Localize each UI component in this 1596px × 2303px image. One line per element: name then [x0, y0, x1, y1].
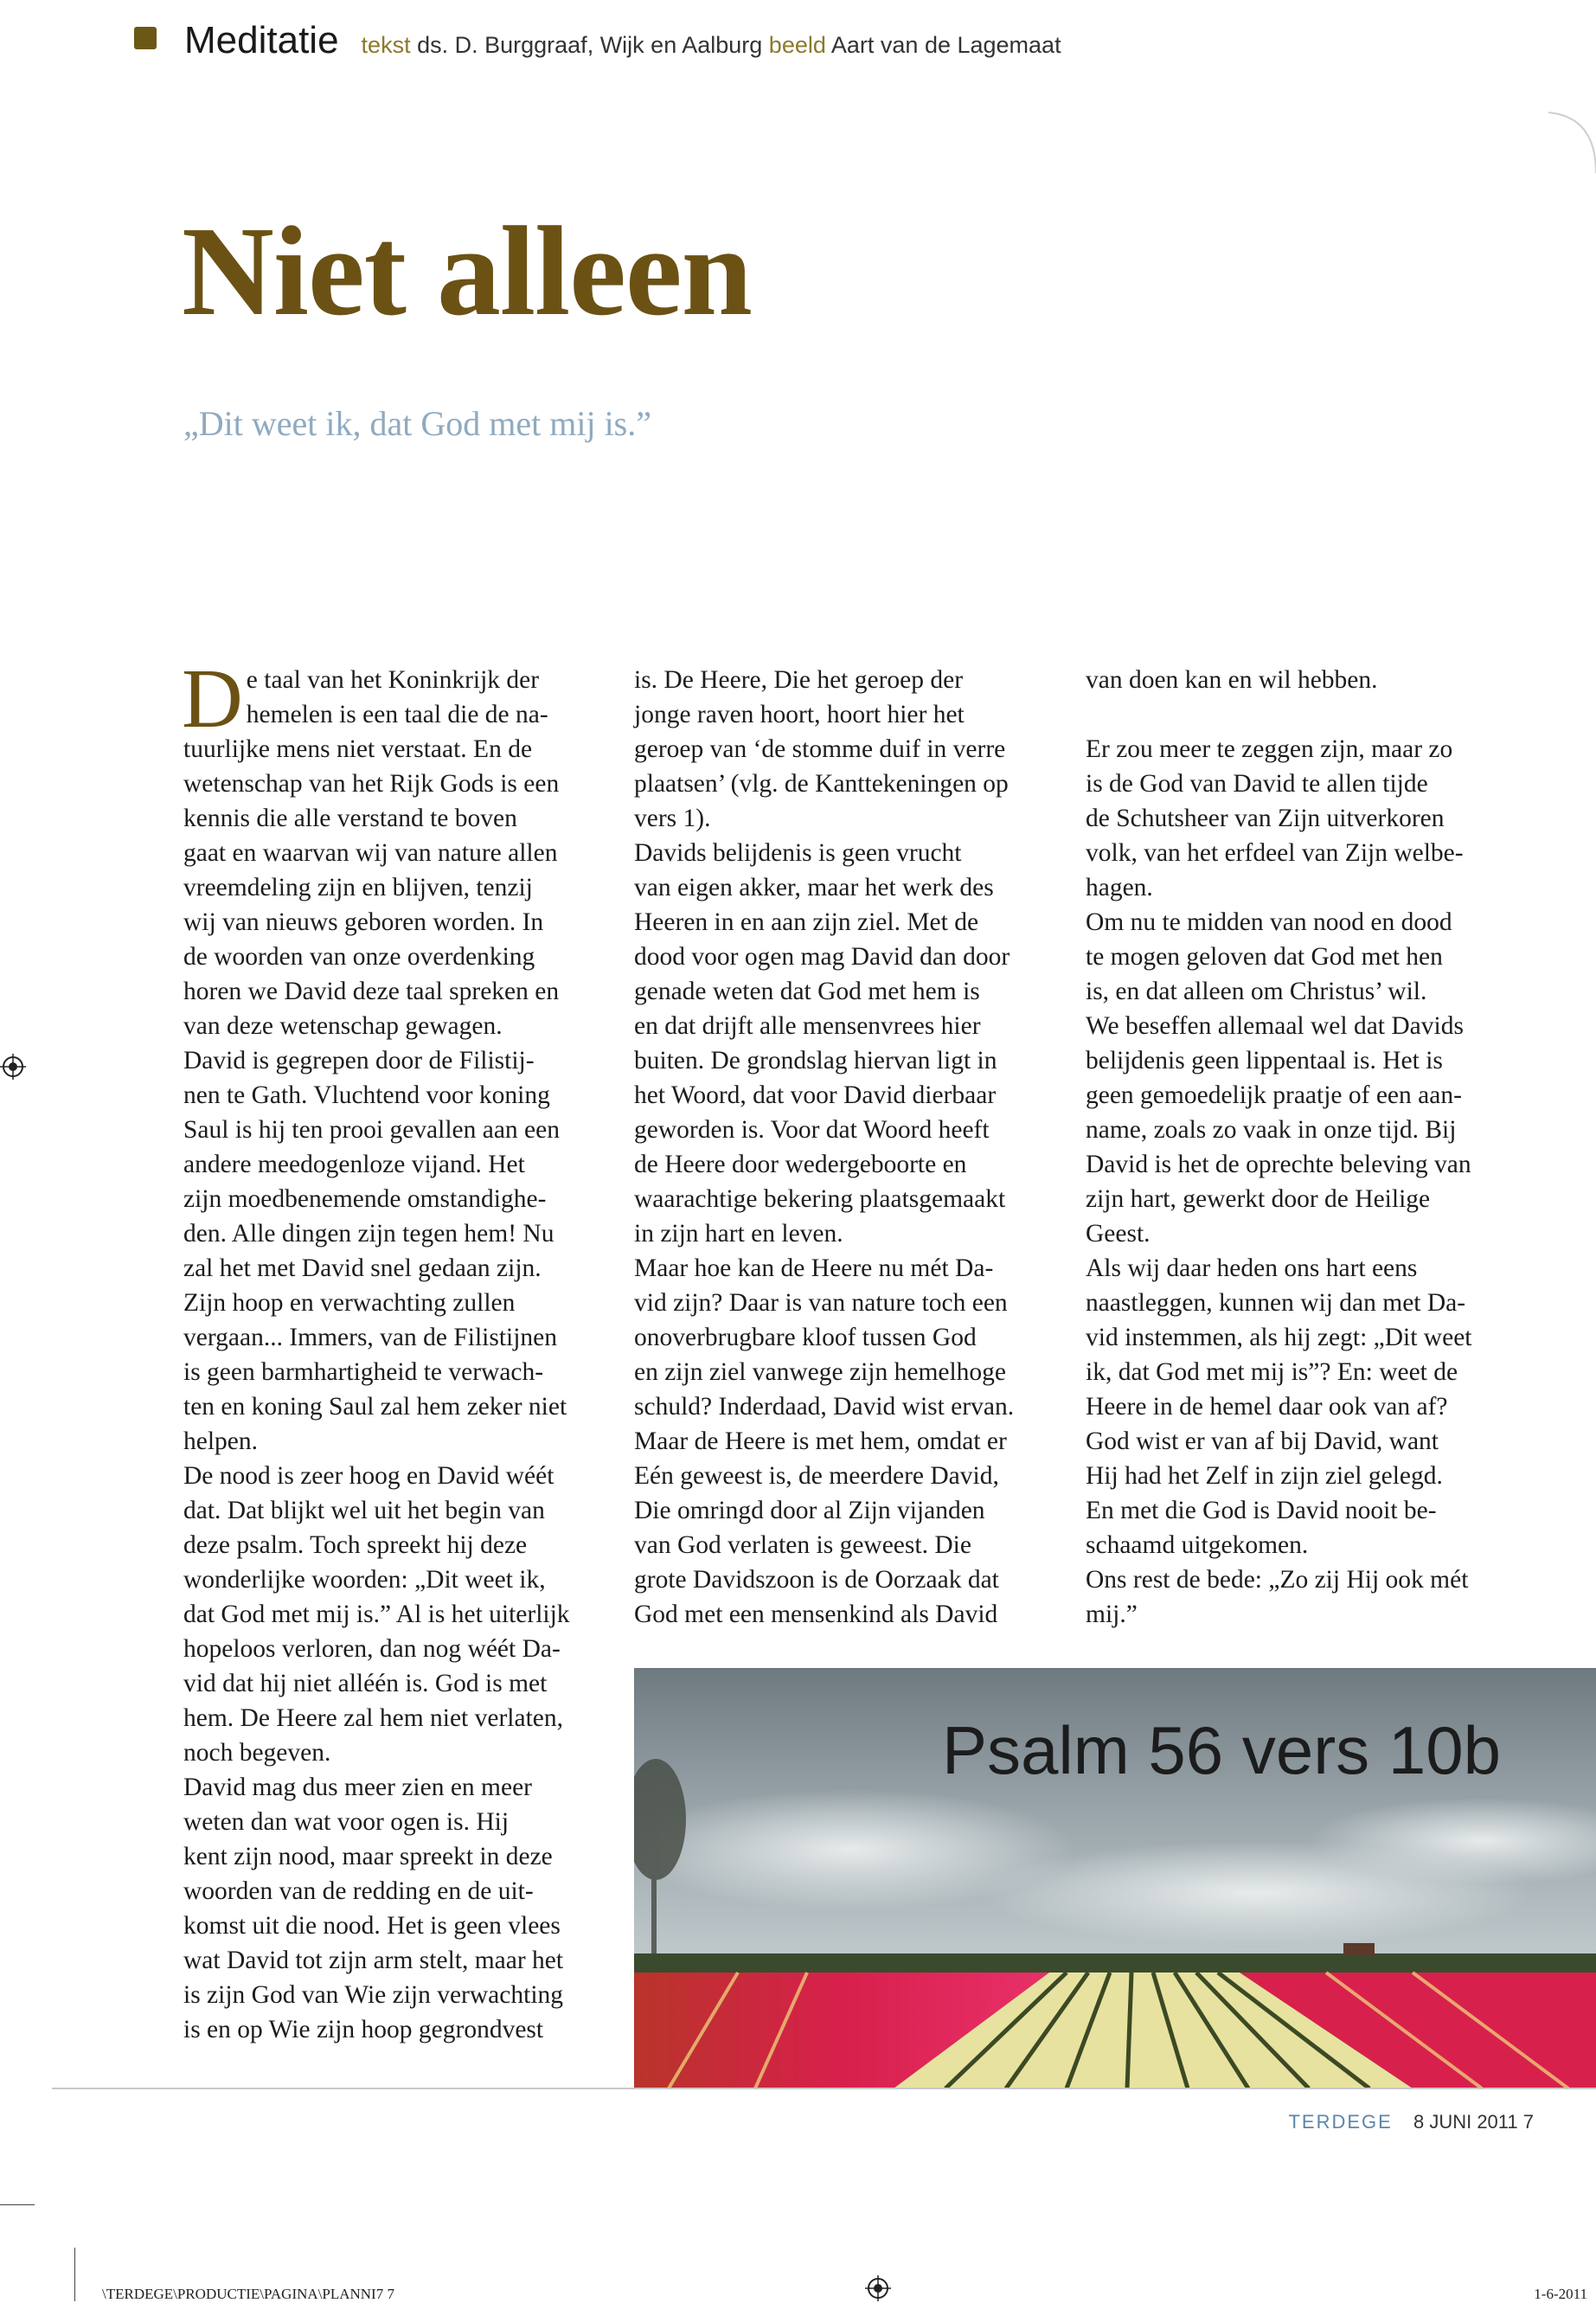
credit-text-label: tekst — [361, 32, 411, 58]
text-line: zal het met David snel gedaan zijn. — [183, 1254, 542, 1282]
photo-caption: Psalm 56 vers 10b — [942, 1712, 1501, 1788]
issue-date: 8 JUNI 2011 — [1413, 2111, 1518, 2133]
text-line: kennis die alle verstand te boven — [183, 805, 517, 832]
slug-path: \TERDEGE\PRODUCTIE\PAGINA\PLANNI7 7 — [102, 2286, 394, 2302]
text-line: kent zijn nood, maar spreekt in deze — [183, 1843, 553, 1870]
text-line: ten en koning Saul zal hem zeker niet — [183, 1393, 567, 1421]
text-line: David is het de oprechte beleving van — [1086, 1151, 1471, 1178]
text-line: noch begeven. — [183, 1739, 331, 1767]
text-line: schuld? Inderdaad, David wist ervan. — [634, 1393, 1015, 1421]
text-line: Zijn hoop en verwachting zullen — [183, 1289, 516, 1317]
page-footer — [1288, 2111, 1534, 2133]
text-line: Die omringd door al Zijn vijanden — [634, 1497, 985, 1524]
text-line: plaatsen’ (vlg. de Kanttekeningen op — [634, 770, 1009, 798]
text-line: nen te Gath. Vluchtend voor koning — [183, 1081, 550, 1109]
crop-mark — [74, 2248, 75, 2301]
text-line: hopeloos verloren, dan nog wéét Da- — [183, 1635, 561, 1663]
text-line: grote Davidszoon is de Oorzaak dat — [634, 1566, 999, 1594]
bottom-rule — [52, 2088, 1596, 2089]
text-line: Maar hoe kan de Heere nu mét Da- — [634, 1254, 994, 1282]
text-line: komst uit die nood. Het is geen vlees — [183, 1912, 561, 1940]
text-line: vreemdeling zijn en blijven, tenzij — [183, 874, 533, 901]
slug-date: 1-6-2011 — [1534, 2286, 1587, 2302]
text-line: Hij had het Zelf in zijn ziel gelegd. — [1086, 1462, 1443, 1490]
text-line: de woorden van onze overdenking — [183, 943, 535, 971]
text-line: is zijn God van Wie zijn verwachting — [183, 1981, 564, 2009]
text-line: is. De Heere, Die het geroep der — [634, 666, 964, 694]
text-line: genade weten dat God met hem is — [634, 978, 980, 1005]
text-line: God wist er van af bij David, want — [1086, 1427, 1439, 1455]
text-line: geen gemoedelijk praatje of een aan- — [1086, 1081, 1462, 1109]
credit-author: ds. D. Burggraaf, Wijk en Aalburg — [417, 32, 763, 58]
text-line: schaamd uitgekomen. — [1086, 1531, 1309, 1559]
text-line: Heeren in en aan zijn ziel. Met de — [634, 908, 979, 936]
text-column-3 — [1086, 663, 1522, 1632]
text-line: Heere in de hemel daar ook van af? — [1086, 1393, 1448, 1421]
text-line: mij.” — [1086, 1601, 1138, 1628]
text-line: Davids belijdenis is geen vrucht — [634, 839, 962, 867]
text-line: tuurlijke mens niet verstaat. En de — [183, 735, 533, 763]
text-line: is, en dat alleen om Christus’ wil. — [1086, 978, 1427, 1005]
text-line: zijn moedbenemende omstandighe- — [183, 1185, 547, 1213]
text-line: andere meedogenloze vijand. Het — [183, 1151, 525, 1178]
text-line: name, zoals zo vaak in onze tijd. Bij — [1086, 1116, 1457, 1144]
text-line: En met die God is David nooit be- — [1086, 1497, 1437, 1524]
text-line: David mag dus meer zien en meer — [183, 1774, 533, 1801]
text-line: Als wij daar heden ons hart eens — [1086, 1254, 1418, 1282]
page-number: 7 — [1522, 2111, 1534, 2133]
registration-mark-icon — [0, 1054, 26, 1080]
text-line: zijn hart, gewerkt door de Heilige — [1086, 1185, 1431, 1213]
text-line: helpen. — [183, 1427, 259, 1455]
text-line: is en op Wie zijn hoop gegrondvest — [183, 2016, 544, 2043]
text-line: wonderlijke woorden: „Dit weet ik, — [183, 1566, 546, 1594]
text-line: dood voor ogen mag David dan door — [634, 943, 1010, 971]
text-line: de Schutsheer van Zijn uitverkoren — [1086, 805, 1445, 832]
text-line: e taal van het Koninkrijk der — [246, 666, 540, 694]
text-line: geworden is. Voor dat Woord heeft — [634, 1116, 990, 1144]
dropcap: D — [182, 652, 243, 746]
text-line: en zijn ziel vanwege zijn hemelhoge — [634, 1358, 1007, 1386]
section-name: Meditatie — [184, 19, 339, 61]
text-line: is geen barmhartigheid te verwach- — [183, 1358, 544, 1386]
text-line: Geest. — [1086, 1220, 1151, 1248]
crop-mark — [0, 2204, 35, 2205]
text-line: vid zijn? Daar is van nature toch een — [634, 1289, 1008, 1317]
text-line: het Woord, dat voor David dierbaar — [634, 1081, 997, 1109]
text-line: waarachtige bekering plaatsgemaakt — [634, 1185, 1006, 1213]
text-line: onoverbrugbare kloof tussen God — [634, 1324, 977, 1351]
magazine-name: TERDEGE — [1288, 2111, 1393, 2133]
text-line: hemelen is een taal die de na- — [246, 701, 548, 728]
text-line: David is gegrepen door de Filistij- — [183, 1047, 535, 1075]
text-line: van God verlaten is geweest. Die — [634, 1531, 971, 1559]
text-line: Er zou meer te zeggen zijn, maar zo — [1086, 735, 1453, 763]
text-line: dat God met mij is.” Al is het uiterlijk — [183, 1601, 570, 1628]
text-line: De nood is zeer hoog en David wéét — [183, 1462, 554, 1490]
text-line: woorden van de redding en de uit- — [183, 1877, 534, 1905]
text-line: de Heere door wedergeboorte en — [634, 1151, 967, 1178]
text-line: hem. De Heere zal hem niet verlaten, — [183, 1704, 563, 1732]
text-column-2 — [634, 663, 1071, 1632]
text-line: vers 1). — [634, 805, 711, 832]
text-line: wat David tot zijn arm stelt, maar het — [183, 1947, 564, 1974]
text-line: God met een mensenkind als David — [634, 1601, 998, 1628]
credit-image-label: beeld — [768, 32, 826, 58]
text-line: ik, dat God met mij is”? En: weet de — [1086, 1358, 1458, 1386]
credits — [362, 32, 1061, 59]
text-line: den. Alle dingen zijn tegen hem! Nu — [183, 1220, 554, 1248]
text-line: is de God van David te allen tijde — [1086, 770, 1428, 798]
text-line: Om nu te midden van nood en dood — [1086, 908, 1452, 936]
tulip-field-photo — [634, 1668, 1596, 2088]
text-line: van eigen akker, maar het werk des — [634, 874, 994, 901]
text-line: belijdenis geen lippentaal is. Het is — [1086, 1047, 1443, 1075]
text-line: gaat en waarvan wij van nature allen — [183, 839, 558, 867]
text-line: horen we David deze taal spreken en — [183, 978, 560, 1005]
text-line: in zijn hart en leven. — [634, 1220, 843, 1248]
text-line: weten dan wat voor ogen is. Hij — [183, 1808, 510, 1836]
section-header — [134, 19, 1061, 71]
article-quote: „Dit weet ik, dat God met mij is.” — [183, 404, 651, 443]
text-line: deze psalm. Toch spreekt hij deze — [183, 1531, 528, 1559]
text-line: buiten. De grondslag hiervan ligt in — [634, 1047, 997, 1075]
text-line: Eén geweest is, de meerdere David, — [634, 1462, 999, 1490]
text-line: Saul is hij ten prooi gevallen aan een — [183, 1116, 560, 1144]
text-line: dat. Dat blijkt wel uit het begin van — [183, 1497, 545, 1524]
credit-photographer: Aart van de Lagemaat — [830, 32, 1061, 58]
text-line: vid dat hij niet alléén is. God is met — [183, 1670, 548, 1697]
text-column-1 — [182, 652, 620, 2047]
text-line — [1086, 697, 1522, 732]
text-line: volk, van het erfdeel van Zijn welbe- — [1086, 839, 1464, 867]
text-line: naastleggen, kunnen wij dan met Da- — [1086, 1289, 1466, 1317]
text-line: vergaan... Immers, van de Filistijnen — [183, 1324, 558, 1351]
text-line: van doen kan en wil hebben. — [1086, 666, 1378, 694]
registration-mark-icon — [865, 2275, 891, 2301]
text-line: Ons rest de bede: „Zo zij Hij ook mét — [1086, 1566, 1469, 1594]
text-line: Maar de Heere is met hem, omdat er — [634, 1427, 1007, 1455]
text-line: wij van nieuws geboren worden. In — [183, 908, 544, 936]
text-line: te mogen geloven dat God met hen — [1086, 943, 1443, 971]
article-title: Niet alleen — [182, 201, 752, 343]
text-line: jonge raven hoort, hoort hier het — [634, 701, 965, 728]
text-line: wetenschap van het Rijk Gods is een — [183, 770, 560, 798]
text-line: vid instemmen, als hij zegt: „Dit weet — [1086, 1324, 1472, 1351]
section-marker-icon — [134, 27, 157, 49]
text-line: en dat drijft alle mensenvrees hier — [634, 1012, 981, 1040]
text-line: hagen. — [1086, 874, 1153, 901]
text-line: van deze wetenschap gewagen. — [183, 1012, 503, 1040]
text-line: geroep van ‘de stomme duif in verre — [634, 735, 1006, 763]
text-line: We beseffen allemaal wel dat Davids — [1086, 1012, 1464, 1040]
